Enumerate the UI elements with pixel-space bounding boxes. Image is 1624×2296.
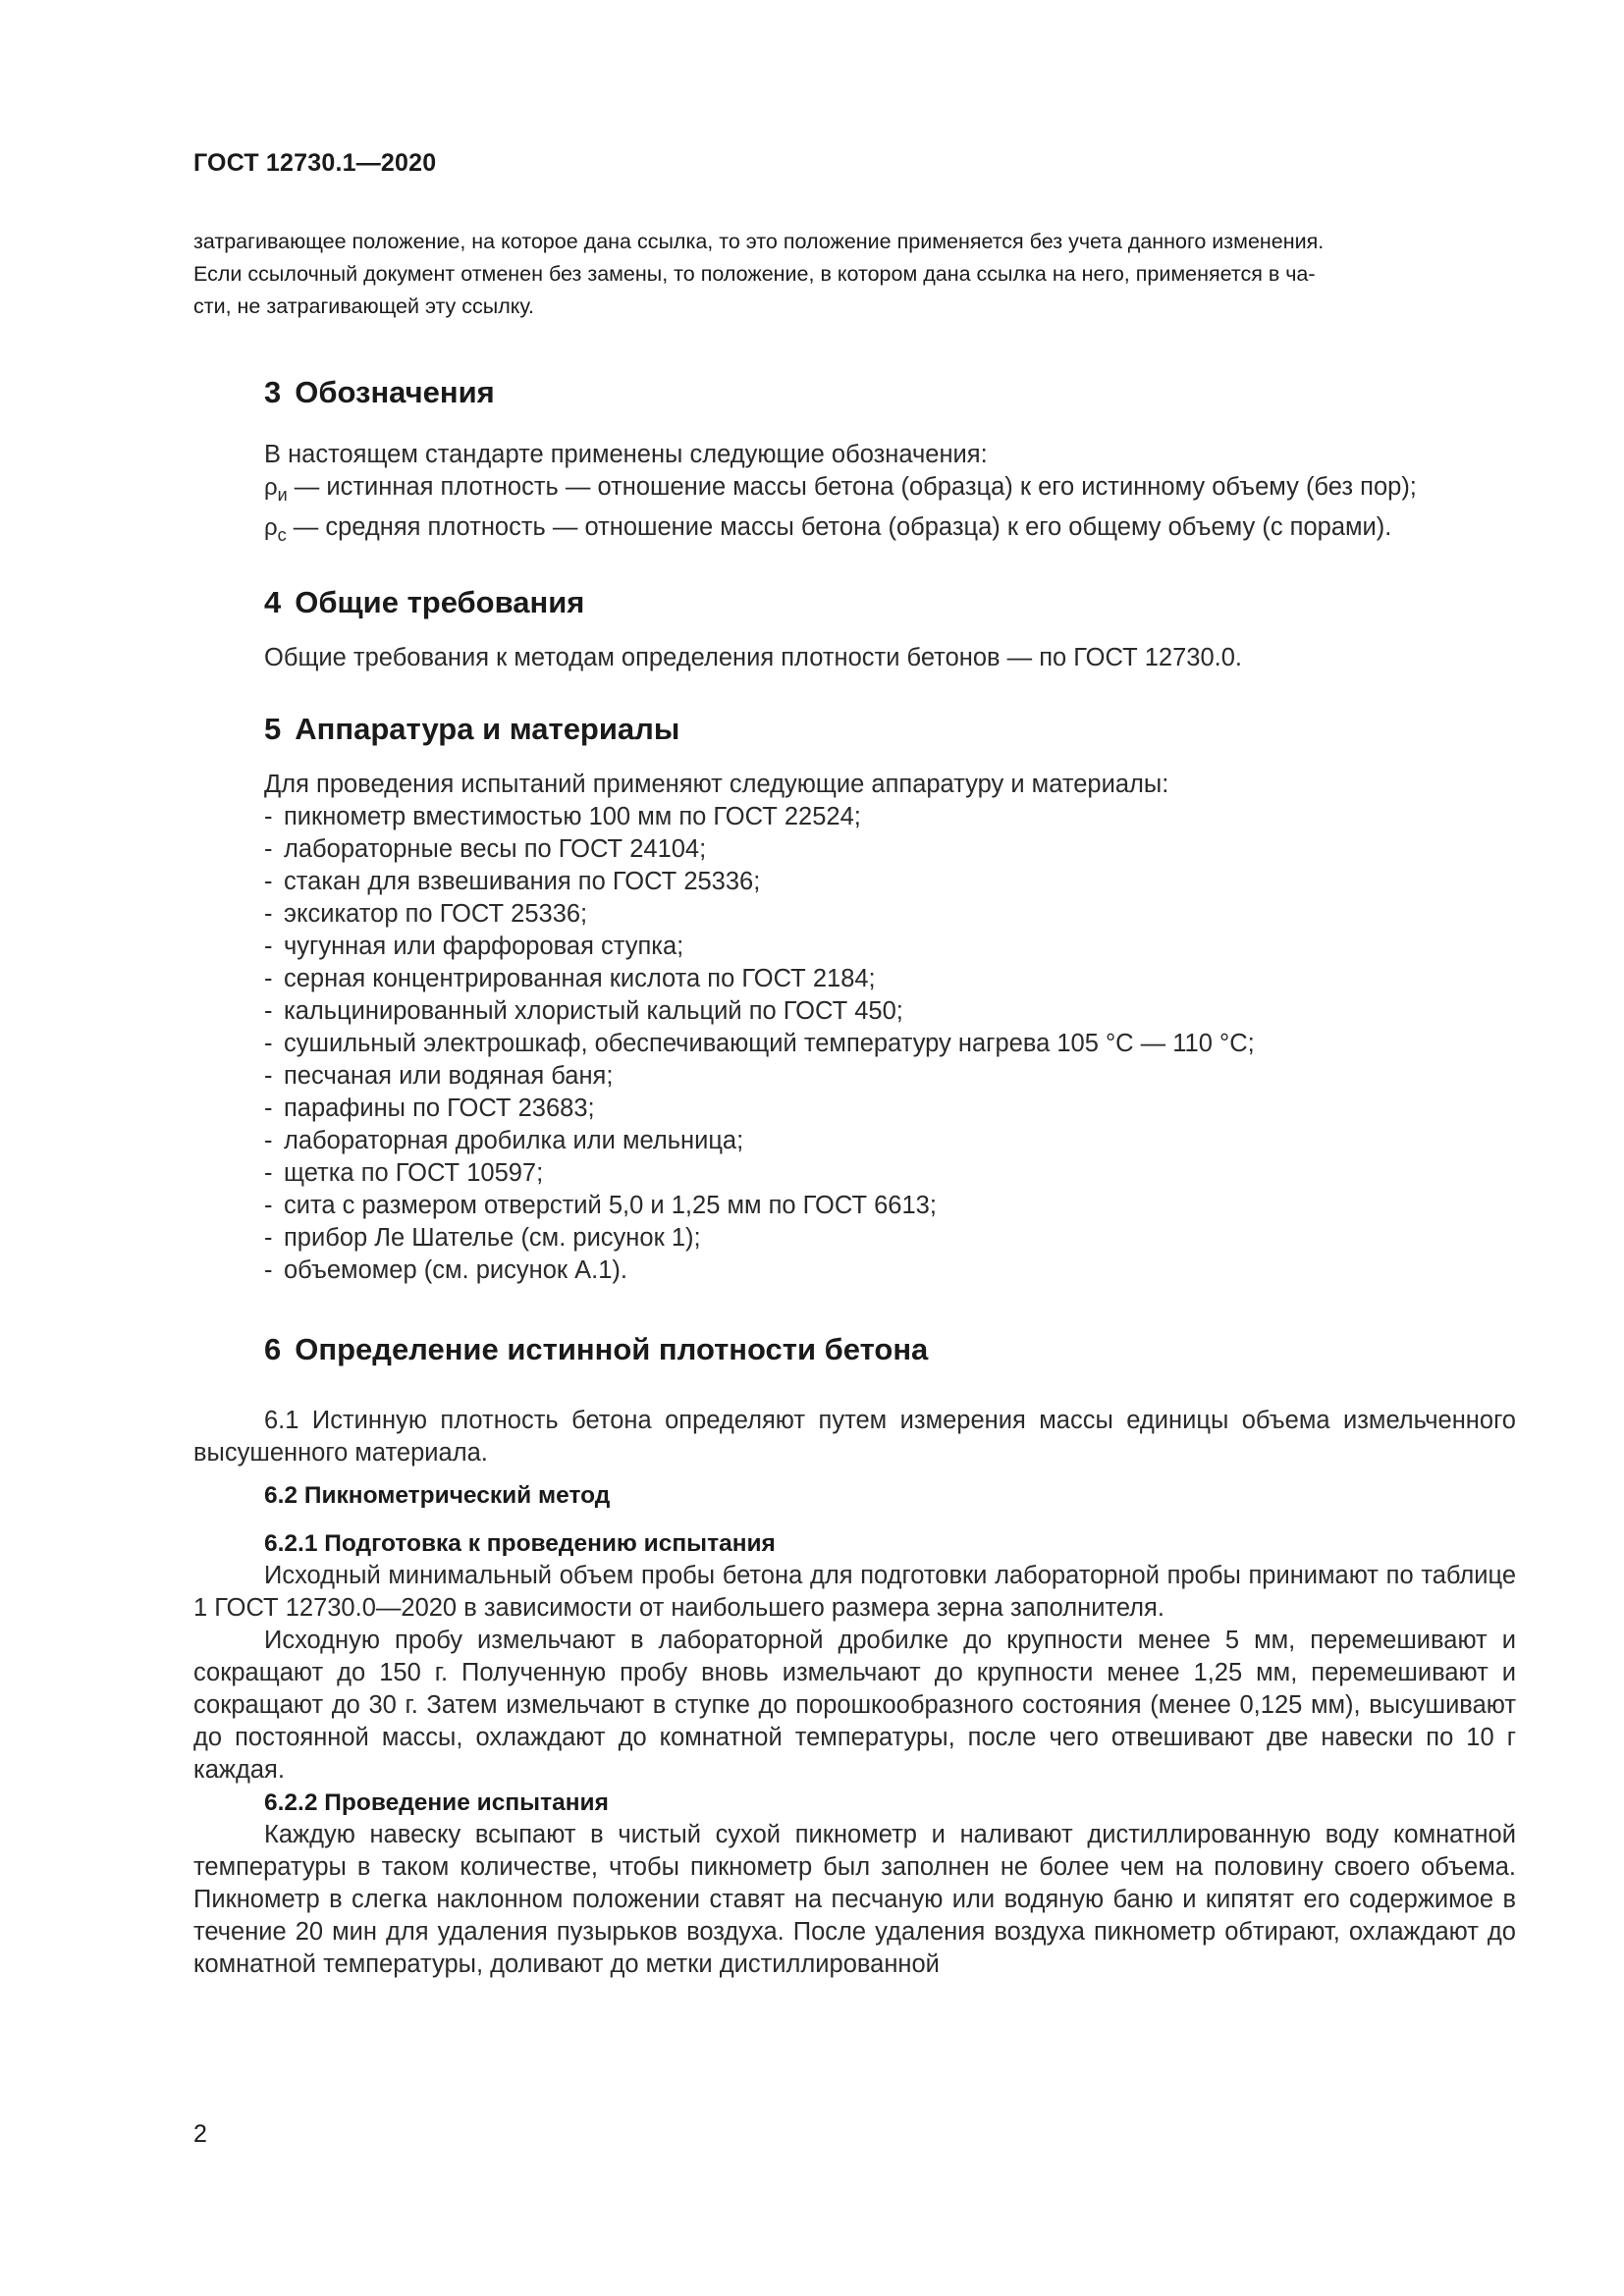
list-item: - эксикатор по ГОСТ 25336;	[264, 900, 588, 928]
section-4	[193, 583, 1516, 674]
subsection-6-2-1-title: 6.2.1 Подготовка к проведению испытания	[264, 1530, 776, 1557]
section-3-lead: В настоящем стандарте применены следующие обозначения:	[264, 441, 988, 468]
list-item: - песчаная или водяная баня;	[264, 1062, 614, 1090]
intro-line: затрагивающее положение, на которое дана ссылка, то это положение применяется без учета данного изменения.	[193, 230, 1325, 253]
section-4-title: 4 Общие требования	[264, 585, 585, 619]
section-3	[193, 373, 1516, 552]
list-item: - сита с размером отверстий 5,0 и 1,25 мм по ГОСТ 6613;	[264, 1192, 937, 1219]
paragraph-6-2-2: Каждую навеску всыпают в чистый сухой пикнометр и наливают дистиллированную воду комнатной температуры в таком количестве, чтобы пикнометр был заполнен не более чем на половину своего объема. Пикнометр в слегка наклонном положении ставят на песчаную или водяную баню и кипятят его содержимое в течение 20 мин для удаления пузырьков воздуха. После удаления воздуха пикнометр обтирают, охлаждают до комнатной температуры, доливают до метки дистиллированной	[193, 1821, 1516, 1978]
list-item: - парафины по ГОСТ 23683;	[264, 1095, 595, 1122]
main-content	[193, 373, 1516, 1981]
section-3-title: 3 Обозначения	[264, 375, 495, 409]
equipment-list	[193, 801, 1516, 1287]
paragraph-6-2-1-b: Исходную пробу измельчают в лабораторной дробилке до крупности менее 5 мм, перемешивают и сокращают до 150 г. Полученную пробу вновь измельчают до крупности менее 1,25 мм, перемешивают и сокращают до 30 г. Затем измельчают в ступке до порошкообразного состояния (менее 0,125 мм), высушивают до постоянной массы, охлаждают до комнатной температуры, после чего отвешивают две навески по 10 г каждая.	[193, 1627, 1516, 1784]
section-6-title: 6 Определение истинной плотности бетона	[264, 1332, 929, 1366]
section-4-text: Общие требования к методам определения плотности бетонов — по ГОСТ 12730.0.	[264, 644, 1243, 671]
paragraph-6-1: 6.1 Истинную плотность бетона определяют путем измерения массы единицы объема измельченного высушенного материала.	[193, 1407, 1516, 1467]
list-item: - стакан для взвешивания по ГОСТ 25336;	[264, 868, 761, 895]
list-item: - кальцинированный хлористый кальций по ГОСТ 450;	[264, 997, 903, 1025]
section-6	[193, 1330, 1516, 1981]
list-item: - лабораторные весы по ГОСТ 24104;	[264, 835, 707, 863]
list-item: - сушильный электрошкаф, обеспечивающий температуру нагрева 105 °С — 110 °С;	[264, 1030, 1255, 1057]
list-item: - серная концентрированная кислота по ГОСТ 2184;	[264, 965, 876, 992]
section-5	[193, 710, 1516, 1287]
subsection-6-2-2-title: 6.2.2 Проведение испытания	[264, 1789, 609, 1816]
section-5-title: 5 Аппаратура и материалы	[264, 712, 680, 746]
list-item: - чугунная или фарфоровая ступка;	[264, 933, 684, 960]
document-code-header: ГОСТ 12730.1—2020	[193, 149, 437, 177]
intro-paragraph	[193, 226, 1516, 323]
intro-line: сти, не затрагивающей эту ссылку.	[193, 294, 534, 318]
list-item: - щетка по ГОСТ 10597;	[264, 1159, 544, 1187]
list-item: - пикнометр вместимостью 100 мм по ГОСТ 22524;	[264, 803, 861, 830]
symbol-definition-true-density: $\rho_и$ — истинная плотность — отношение массы бетона (образца) к его истинному объему (без пор);	[264, 473, 1417, 505]
subsection-6-2-title: 6.2 Пикнометрический метод	[264, 1482, 611, 1509]
list-item: - объемомер (см. рисунок А.1).	[264, 1256, 627, 1284]
list-item: - лабораторная дробилка или мельница;	[264, 1127, 744, 1154]
section-5-lead: Для проведения испытаний применяют следующие аппаратуру и материалы:	[264, 771, 1169, 798]
symbol-definition-average-density: $\rho_c$ — средняя плотность — отношение массы бетона (образца) к его общему объему (с порами).	[264, 513, 1392, 545]
page-number: 2	[193, 2120, 207, 2148]
list-item: - прибор Ле Шателье (см. рисунок 1);	[264, 1224, 701, 1252]
paragraph-6-2-1-a: Исходный минимальный объем пробы бетона для подготовки лабораторной пробы принимают по таблице 1 ГОСТ 12730.0—2020 в зависимости от наибольшего размера зерна заполнителя.	[193, 1562, 1516, 1622]
intro-line: Если ссылочный документ отменен без замены, то положение, в котором дана ссылка на него, применяется в ча-	[193, 262, 1316, 286]
